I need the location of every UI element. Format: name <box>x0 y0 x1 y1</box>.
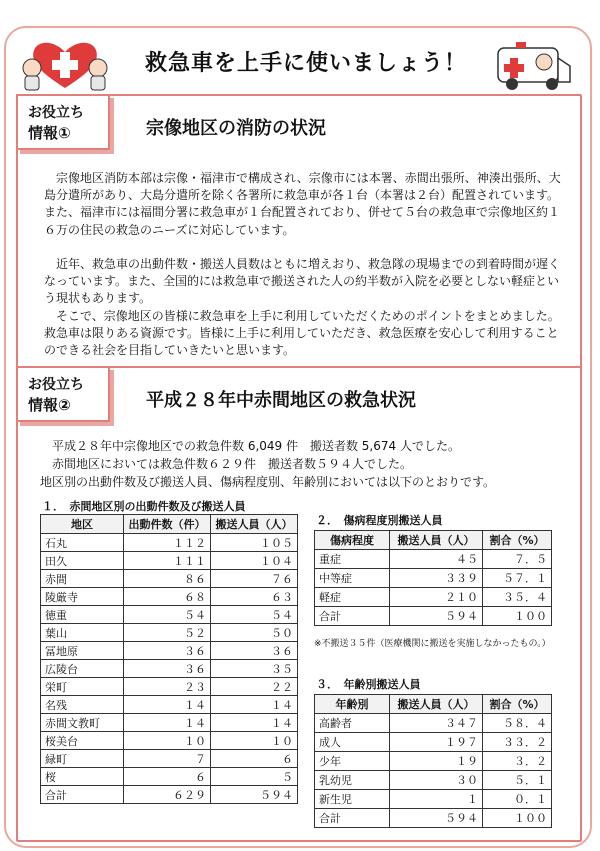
table-row <box>315 550 552 569</box>
cell-value: ３．２ <box>483 752 552 771</box>
intro-line: 地区別の出動件数及び搬送人員、傷病程度別、年齢別においては以下のとおりです。 <box>40 475 496 489</box>
intro-line: 平成２８年中宗像地区での救急件数 6,049 件 搬送者数 5,674 人でした。 <box>52 439 460 453</box>
tag-line1: お役立ち <box>28 377 84 393</box>
table-row <box>315 569 552 588</box>
table-row <box>41 624 298 642</box>
row-label: 緑町 <box>41 750 124 768</box>
row-label: 成人 <box>315 733 390 752</box>
table-row <box>315 714 552 733</box>
col-header: 傷病程度 <box>315 531 390 550</box>
paragraph: そこで、宗像地区の皆様に救急車を上手に利用していただくためのポイントをまとめました。救急車は限りある資源です。皆様に上手に利用していただき、救急医療を安心して利用することのできる社会を目指していきたいと思います。 <box>44 309 560 358</box>
cell-value: ３６ <box>124 642 211 660</box>
row-label: 広陵台 <box>41 660 124 678</box>
cell-value: ５８．４ <box>483 714 552 733</box>
cell-value: ７ <box>124 750 211 768</box>
cell-value: １１１ <box>124 552 211 570</box>
paragraph: 宗像地区消防本部は宗像・福津市で構成され、宗像市には本署、赤間出張所、神湊出張所、大島分遣所があり、大島分遣所を除く各署所に救急車が各１台（本署は２台）配置されています。また、福津市には福間分署に救急車が１台配置されており、併せて５台の救急車で宗像地区約１６万の住民の救急のニーズに対応しています。 <box>44 171 561 237</box>
row-label: 赤間 <box>41 570 124 588</box>
section-title: 宗像地区の消防の状況 <box>146 118 326 139</box>
cell-value: ３３．２ <box>483 733 552 752</box>
cell-value: ５４ <box>211 606 298 624</box>
table3-title: ３． 年齢別搬送人員 <box>316 678 421 691</box>
cell-value: ３３９ <box>390 569 483 588</box>
col-header: 割合（%） <box>483 531 552 550</box>
cell-value: １９ <box>390 752 483 771</box>
cell-value: ３４７ <box>390 714 483 733</box>
row-label: 合計 <box>41 786 124 804</box>
table-row <box>315 771 552 790</box>
row-label: 軽症 <box>315 588 390 607</box>
cell-value: ８６ <box>124 570 211 588</box>
row-label: 重症 <box>315 550 390 569</box>
row-label: 少年 <box>315 752 390 771</box>
row-label: 葉山 <box>41 624 124 642</box>
cell-value: ６３ <box>211 588 298 606</box>
row-label: 合計 <box>315 809 390 828</box>
row-label: 田久 <box>41 552 124 570</box>
col-header: 搬送人員（人） <box>211 515 298 534</box>
table-row <box>315 752 552 771</box>
table-header-row <box>315 531 552 550</box>
table-row <box>41 570 298 588</box>
tag-line2: 情報② <box>28 396 71 414</box>
col-header: 出動件数（件） <box>124 515 211 534</box>
nurses-heart-cross-icon <box>20 36 110 92</box>
paragraph: 近年、救急車の出動件数・搬送人員数はともに増えおり、救急隊の現場までの到着時間が遅くなっています。また、全国的には救急車で搬送された人の約半数が入院を必要としない軽症という現状もあります。 <box>44 257 561 306</box>
row-label: 桜 <box>41 768 124 786</box>
table-row <box>41 714 298 732</box>
cell-value: １４ <box>211 696 298 714</box>
cell-value: １０４ <box>211 552 298 570</box>
cell-value: ３６ <box>211 642 298 660</box>
cell-value: １０５ <box>211 534 298 552</box>
table-row <box>41 606 298 624</box>
cell-value: ３５ <box>211 660 298 678</box>
cell-value: ３５．４ <box>483 588 552 607</box>
section-fire-status <box>16 94 582 388</box>
cell-value: ５９４ <box>390 809 483 828</box>
row-label: 新生児 <box>315 790 390 809</box>
cell-value: １００ <box>483 607 552 626</box>
cell-value: ５９４ <box>390 607 483 626</box>
table2-title: ２． 傷病程度別搬送人員 <box>316 514 443 527</box>
table-row <box>41 588 298 606</box>
cell-value: １ <box>390 790 483 809</box>
severity-table <box>314 530 552 626</box>
table-header-row <box>315 695 552 714</box>
table-row <box>41 750 298 768</box>
cell-value: １００ <box>483 809 552 828</box>
row-label: 中等症 <box>315 569 390 588</box>
tag-line1: お役立ち <box>28 105 84 121</box>
cell-value: １１２ <box>124 534 211 552</box>
cell-value: ６ <box>124 768 211 786</box>
table-row <box>41 678 298 696</box>
col-header: 割合（%） <box>483 695 552 714</box>
row-label: 赤間文教町 <box>41 714 124 732</box>
row-label: 高齢者 <box>315 714 390 733</box>
table-row <box>41 642 298 660</box>
info-tag-2 <box>16 366 110 422</box>
tag-line2: 情報① <box>28 124 71 142</box>
cell-value: ５０ <box>211 624 298 642</box>
cell-value: ５７．１ <box>483 569 552 588</box>
col-header: 搬送人員（人） <box>390 531 483 550</box>
table-row <box>315 790 552 809</box>
table-row <box>315 809 552 828</box>
table-row <box>315 588 552 607</box>
cell-value: ５．１ <box>483 771 552 790</box>
section-title: 平成２８年中赤間地区の救急状況 <box>146 390 416 411</box>
cell-value: １４ <box>124 696 211 714</box>
row-label: 乳幼児 <box>315 771 390 790</box>
table-row <box>315 733 552 752</box>
cell-value: １４ <box>211 714 298 732</box>
header <box>6 28 590 98</box>
page-title: 救急車を上手に使いましょう！ <box>144 51 467 76</box>
table-row <box>41 552 298 570</box>
row-label: 冨地原 <box>41 642 124 660</box>
cell-value: ６ <box>211 750 298 768</box>
cell-value: ７６ <box>211 570 298 588</box>
section-ambulance-status <box>16 366 582 842</box>
table-row <box>41 696 298 714</box>
cell-value: １９７ <box>390 733 483 752</box>
cell-value: ５９４ <box>211 786 298 804</box>
cell-value: ２２ <box>211 678 298 696</box>
cell-value: ３６ <box>124 660 211 678</box>
cell-value: ６２９ <box>124 786 211 804</box>
table2-note: ※不搬送３５件（医療機関に搬送を実施しなかったもの。） <box>314 639 551 649</box>
cell-value: １４ <box>124 714 211 732</box>
cell-value: ４５ <box>390 550 483 569</box>
cell-value: ６８ <box>124 588 211 606</box>
cell-value: ７．５ <box>483 550 552 569</box>
cell-value: ２１０ <box>390 588 483 607</box>
row-label: 栄町 <box>41 678 124 696</box>
district-table <box>40 514 298 804</box>
table1-title: １． 赤間地区別の出動件数及び搬送人員 <box>42 500 246 513</box>
col-header: 年齢別 <box>315 695 390 714</box>
cell-value: ５２ <box>124 624 211 642</box>
cell-value: ０．１ <box>483 790 552 809</box>
cell-value: ３０ <box>390 771 483 790</box>
table-row <box>41 732 298 750</box>
row-label: 合計 <box>315 607 390 626</box>
table-row <box>41 534 298 552</box>
col-header: 地区 <box>41 515 124 534</box>
flyer-page <box>4 26 592 848</box>
info-tag-1 <box>16 94 110 150</box>
row-label: 陵厳寺 <box>41 588 124 606</box>
intro-line: 赤間地区においては救急件数６２９件 搬送者数５９４人でした。 <box>52 457 413 471</box>
ambulance-driver-icon <box>496 38 574 92</box>
col-header: 搬送人員（人） <box>390 695 483 714</box>
row-label: 石丸 <box>41 534 124 552</box>
table-header-row <box>41 515 298 534</box>
cell-value: ５ <box>211 768 298 786</box>
table-row <box>41 660 298 678</box>
table-row <box>41 768 298 786</box>
cell-value: １０ <box>211 732 298 750</box>
row-label: 桜美台 <box>41 732 124 750</box>
age-table <box>314 694 552 828</box>
row-label: 徳重 <box>41 606 124 624</box>
cell-value: ２３ <box>124 678 211 696</box>
row-label: 名残 <box>41 696 124 714</box>
cell-value: ５４ <box>124 606 211 624</box>
table-row <box>41 786 298 804</box>
table-row <box>315 607 552 626</box>
cell-value: １０ <box>124 732 211 750</box>
